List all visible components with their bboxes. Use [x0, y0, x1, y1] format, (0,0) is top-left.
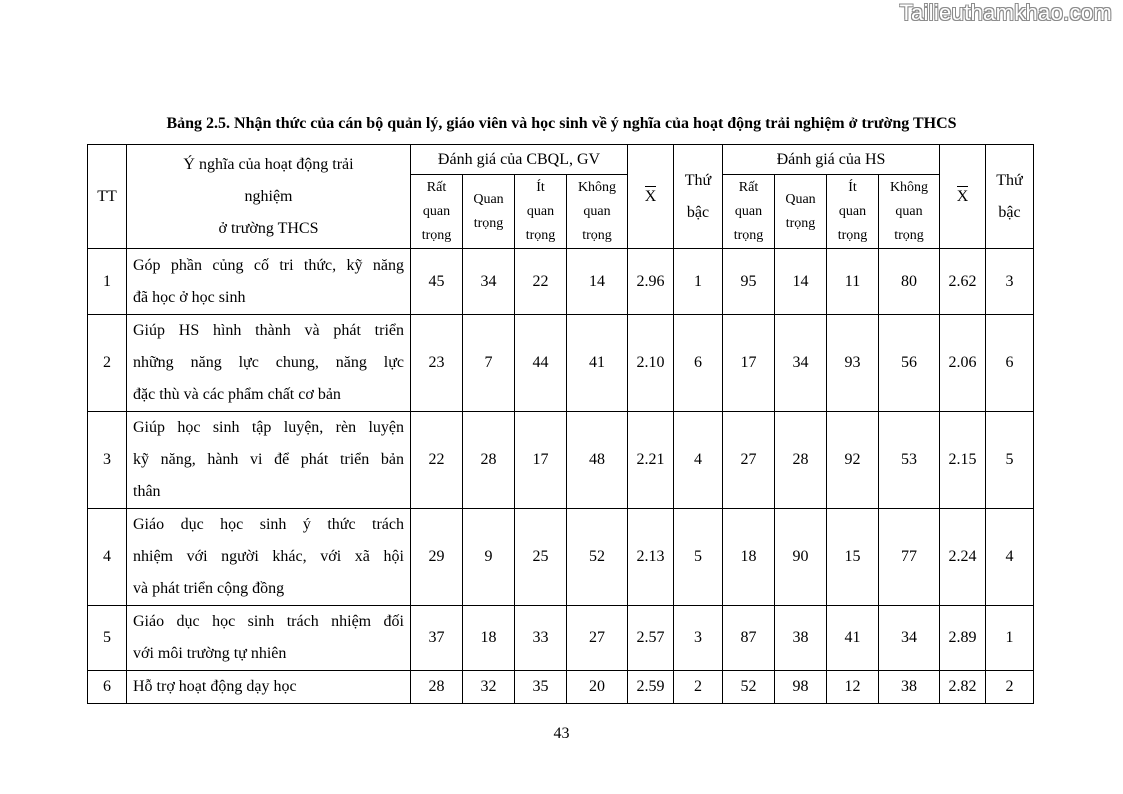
cell-mean: 2.13	[628, 509, 674, 606]
cell-mean: 2.82	[940, 671, 986, 704]
cell-value: 14	[567, 249, 628, 315]
header-not-important: Không quan trọng	[879, 175, 940, 249]
cell-value: 33	[515, 606, 567, 671]
cell-value: 18	[723, 509, 775, 606]
cell-mean: 2.24	[940, 509, 986, 606]
cell-value: 41	[827, 606, 879, 671]
cell-value: 32	[463, 671, 515, 704]
cell-mean: 2.59	[628, 671, 674, 704]
table-row	[88, 315, 1034, 412]
row-tt: 3	[88, 412, 127, 509]
cell-value: 41	[567, 315, 628, 412]
cell-value: 17	[515, 412, 567, 509]
cell-rank: 4	[986, 509, 1034, 606]
mean-symbol: X	[644, 187, 657, 205]
cell-value: 53	[879, 412, 940, 509]
header-cbql-group: Đánh giá của CBQL, GV	[411, 145, 628, 175]
row-tt: 6	[88, 671, 127, 704]
header-meaning-line: Ý nghĩa của hoạt động trải	[183, 155, 354, 173]
cell-value: 29	[411, 509, 463, 606]
cell-rank: 2	[674, 671, 723, 704]
table-caption: Bảng 2.5. Nhận thức của cán bộ quản lý, giáo viên và học sinh về ý nghĩa của hoạt động trải nghiệm ở trường THCS	[166, 115, 957, 132]
header-hs-group: Đánh giá của HS	[723, 145, 940, 175]
cell-value: 23	[411, 315, 463, 412]
cell-value: 92	[827, 412, 879, 509]
cell-value: 34	[879, 606, 940, 671]
cell-value: 25	[515, 509, 567, 606]
rank-line: bậc	[998, 203, 1021, 221]
cell-value: 38	[879, 671, 940, 704]
row-tt: 4	[88, 509, 127, 606]
cell-mean: 2.21	[628, 412, 674, 509]
cell-value: 90	[775, 509, 827, 606]
header-very-important: Rất quan trọng	[723, 175, 775, 249]
cell-value: 56	[879, 315, 940, 412]
cell-value: 28	[463, 412, 515, 509]
header-cbql-rank	[674, 145, 723, 249]
cell-mean: 2.89	[940, 606, 986, 671]
page-number: 43	[553, 725, 570, 742]
cell-mean: 2.15	[940, 412, 986, 509]
cell-mean: 2.10	[628, 315, 674, 412]
cell-value: 11	[827, 249, 879, 315]
cell-value: 45	[411, 249, 463, 315]
row-meaning: Giúp học sinh tập luyện, rèn luyện kỹ năng, hành vi để phát triển bản thân	[127, 412, 411, 509]
cell-rank: 6	[674, 315, 723, 412]
cell-rank: 1	[674, 249, 723, 315]
cell-mean: 2.96	[628, 249, 674, 315]
cell-value: 93	[827, 315, 879, 412]
cell-value: 27	[723, 412, 775, 509]
row-tt: 5	[88, 606, 127, 671]
header-important: Quan trọng	[775, 175, 827, 249]
header-not-important: Không quan trọng	[567, 175, 628, 249]
header-row-1	[88, 145, 1034, 175]
table-row	[88, 412, 1034, 509]
cell-value: 7	[463, 315, 515, 412]
survey-table	[87, 144, 1034, 704]
row-meaning: Giáo dục học sinh ý thức trách nhiệm với người khác, với xã hội và phát triển cộng đồng	[127, 509, 411, 606]
header-less-important: Ít quan trọng	[827, 175, 879, 249]
table-row	[88, 249, 1034, 315]
cell-value: 98	[775, 671, 827, 704]
rank-line: Thứ	[996, 171, 1023, 189]
cell-mean: 2.57	[628, 606, 674, 671]
cell-value: 38	[775, 606, 827, 671]
rank-line: Thứ	[684, 171, 712, 189]
cell-value: 37	[411, 606, 463, 671]
cell-rank: 3	[674, 606, 723, 671]
cell-value: 17	[723, 315, 775, 412]
header-very-important: Rất quan trọng	[411, 175, 463, 249]
header-tt: TT	[88, 145, 127, 249]
cell-value: 22	[411, 412, 463, 509]
cell-value: 44	[515, 315, 567, 412]
cell-rank: 5	[674, 509, 723, 606]
row-tt: 2	[88, 315, 127, 412]
table-row	[88, 671, 1034, 704]
cell-value: 48	[567, 412, 628, 509]
cell-mean: 2.06	[940, 315, 986, 412]
cell-rank: 1	[986, 606, 1034, 671]
cell-rank: 2	[986, 671, 1034, 704]
cell-value: 80	[879, 249, 940, 315]
cell-value: 22	[515, 249, 567, 315]
cell-rank: 6	[986, 315, 1034, 412]
header-meaning-line: ở trường THCS	[218, 219, 319, 237]
cell-value: 15	[827, 509, 879, 606]
row-meaning: Góp phần củng cố tri thức, kỹ năng đã học ở học sinh	[127, 249, 411, 315]
header-hs-mean	[940, 145, 986, 249]
header-important: Quan trọng	[463, 175, 515, 249]
row-meaning: Giúp HS hình thành và phát triển những năng lực chung, năng lực đặc thù và các phẩm chất cơ bản	[127, 315, 411, 412]
cell-value: 28	[775, 412, 827, 509]
mean-symbol: X	[956, 187, 969, 205]
cell-value: 27	[567, 606, 628, 671]
header-meaning	[127, 145, 411, 249]
cell-mean: 2.62	[940, 249, 986, 315]
cell-value: 34	[775, 315, 827, 412]
table-row	[88, 606, 1034, 671]
cell-value: 14	[775, 249, 827, 315]
cell-value: 34	[463, 249, 515, 315]
cell-value: 20	[567, 671, 628, 704]
header-meaning-line: nghiệm	[244, 187, 293, 205]
rank-line: bậc	[686, 203, 710, 221]
cell-value: 18	[463, 606, 515, 671]
cell-rank: 5	[986, 412, 1034, 509]
cell-value: 87	[723, 606, 775, 671]
header-hs-rank	[986, 145, 1034, 249]
cell-value: 95	[723, 249, 775, 315]
table-row	[88, 509, 1034, 606]
row-tt: 1	[88, 249, 127, 315]
cell-rank: 3	[986, 249, 1034, 315]
cell-value: 52	[567, 509, 628, 606]
cell-rank: 4	[674, 412, 723, 509]
row-meaning: Giáo dục học sinh trách nhiệm đối với môi trường tự nhiên	[127, 606, 411, 671]
cell-value: 9	[463, 509, 515, 606]
cell-value: 28	[411, 671, 463, 704]
header-cbql-mean	[628, 145, 674, 249]
cell-value: 77	[879, 509, 940, 606]
cell-value: 12	[827, 671, 879, 704]
header-less-important: Ít quan trọng	[515, 175, 567, 249]
cell-value: 35	[515, 671, 567, 704]
cell-value: 52	[723, 671, 775, 704]
watermark: Tailieuthamkhao.com	[899, 0, 1112, 25]
row-meaning: Hỗ trợ hoạt động dạy học	[127, 671, 411, 704]
